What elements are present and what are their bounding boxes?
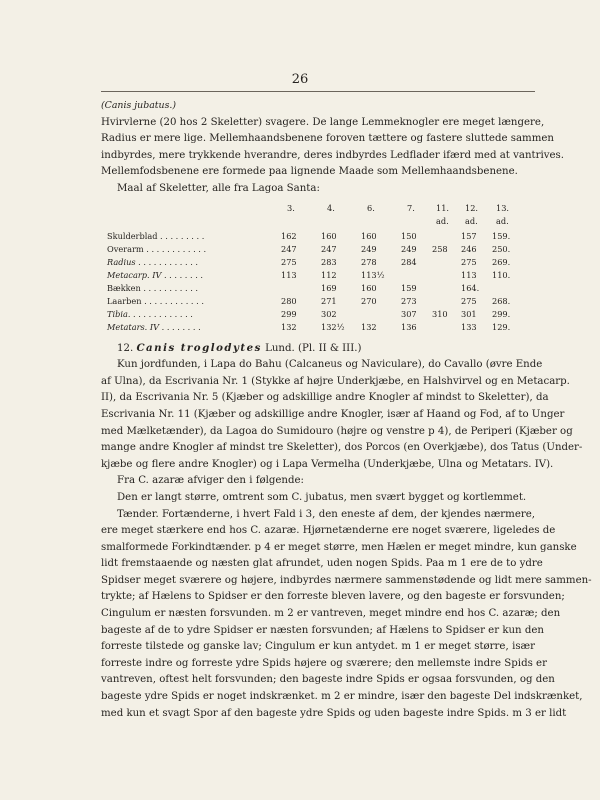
text-line: smalformede Forkindtænder. p 4 er meget større, men Hælen er meget mindre, kun ganske	[101, 541, 577, 553]
cell: 160	[361, 230, 377, 241]
text-line: forreste tilstede og ganske lav; Cingulum er kun antydet. m 1 er meget større, især	[101, 641, 535, 653]
cell: 301	[461, 308, 477, 319]
col-header: 3.	[287, 202, 295, 213]
paragraph-1	[101, 115, 564, 181]
text-line: bageste af de to ydre Spidser er næsten forsvunden; af Hælens to Spidser er kun den	[101, 624, 544, 636]
text-line: Kun jordfunden, i Lapa do Bahu (Calcaneus og Naviculare), do Cavallo (øvre Ende	[117, 359, 543, 371]
col-header: 7.	[407, 202, 415, 213]
cell: 247	[281, 243, 297, 254]
cell: 269.	[492, 256, 511, 267]
cell: 278	[361, 256, 377, 267]
cell: 113	[281, 269, 297, 280]
text-line: Hvirvlerne (20 hos 2 Skeletter) svagere. De lange Lemmeknogler ere meget længere,	[101, 116, 545, 128]
cell: 273	[401, 295, 417, 306]
text-line: Cingulum er næsten forsvunden. m 2 er vantreven, meget mindre end hos C. azaræ; den	[101, 608, 561, 620]
cell: 246	[461, 243, 477, 254]
body-text	[101, 98, 592, 722]
text-line: Escrivania Nr. 11 (Kjæber og adskillige andre Knogler, især af Haand og Fod, af to Unger	[101, 408, 565, 420]
row-label: Bækken . . . . . . . . . . .	[107, 282, 199, 293]
measurement-table	[101, 198, 535, 340]
cell: 249	[401, 243, 417, 254]
cell: 150	[401, 230, 417, 241]
text-line: ere meget stærkere end hos C. azaræ. Hjørnetænderne ere noget sværere, ligeledes de	[101, 525, 556, 537]
cell: 299.	[492, 308, 511, 319]
cell: 112	[321, 269, 337, 280]
text-line: Fra C. azaræ afviger den i følgende:	[117, 475, 304, 487]
table-row	[101, 269, 535, 281]
cell: 275	[461, 256, 477, 267]
table-row	[101, 282, 535, 294]
cell: 110.	[492, 269, 511, 280]
cell: 159.	[492, 230, 511, 241]
row-label: Laarben . . . . . . . . . . . .	[107, 295, 204, 306]
cell: 275	[281, 256, 297, 267]
cell: 249	[361, 243, 377, 254]
table-row	[101, 230, 535, 242]
page-number: 26	[291, 72, 309, 87]
cell: 132	[281, 321, 297, 332]
col-header: 4.	[327, 202, 335, 213]
header-rule	[101, 91, 535, 92]
text-line: II), da Escrivania Nr. 5 (Kjæber og adskillige andre Knogler af mindst to Skeletter), da	[101, 392, 549, 404]
plate-reference: (Pl. II & III.)	[298, 342, 362, 354]
col-header: 13.	[496, 202, 510, 213]
cell: 283	[321, 256, 337, 267]
section-number: 12.	[117, 342, 134, 354]
cell: 132	[361, 321, 377, 332]
cell: 299	[281, 308, 297, 319]
cell: 275	[461, 295, 477, 306]
text-line: indbyrdes, mere trykkende hverandre, deres indbyrdes Ledflader ifærd med at vantrives.	[101, 149, 564, 161]
table-intro: Maal af Skeletter, alle fra Lagoa Santa:	[117, 182, 320, 194]
species-authority: Lund.	[265, 342, 295, 354]
cell: 268.	[492, 295, 511, 306]
text-line: Tænder. Fortænderne, i hvert Fald i 3, den eneste af dem, der kjendes nærmere,	[117, 508, 535, 520]
row-label: Tibia. . . . . . . . . . . . .	[107, 308, 193, 319]
cell: 307	[401, 308, 417, 319]
text-line: vantreven, oftest helt forsvunden; den bageste indre Spids er ogsaa forsvunden, og den	[101, 674, 555, 686]
cell: 280	[281, 295, 297, 306]
cell: 129.	[492, 321, 511, 332]
text-line: Den er langt større, omtrent som C. jubatus, men svært bygget og kortlemmet.	[117, 491, 527, 503]
running-head: (Canis jubatus.)	[101, 100, 177, 111]
text-line: lidt fremstaaende og næsten glat afrundet, uden nogen Spids. Paa m 1 ere de to ydre	[101, 558, 543, 570]
cell: 250.	[492, 243, 511, 254]
cell: 132½	[321, 321, 345, 332]
text-line: mange andre Knogler af mindst tre Skeletter), dos Porcos (en Overkjæbe), dos Tatus (Under-	[101, 442, 583, 454]
cell: 284	[401, 256, 417, 267]
cell: 169	[321, 282, 337, 293]
cell: 302	[321, 308, 337, 319]
cell: 136	[401, 321, 417, 332]
text-line: kjæbe og flere andre Knogler) og i Lapa Vermelha (Underkjæbe, Ulna og Metatars. IV).	[101, 458, 554, 470]
col-sub: ad.	[496, 215, 509, 226]
table-row	[101, 321, 535, 333]
text-line: bageste ydre Spids er noget indskrænket. m 2 er mindre, især den bageste Del indskrænket,	[101, 691, 583, 703]
cell: 271	[321, 295, 337, 306]
paragraph-teeth	[101, 507, 592, 723]
cell: 164.	[461, 282, 480, 293]
row-label: Overarm . . . . . . . . . . . .	[107, 243, 207, 254]
paragraph-2	[101, 357, 583, 473]
col-header: 11.	[436, 202, 450, 213]
table-row	[101, 243, 535, 255]
cell: 157	[461, 230, 477, 241]
cell: 133	[461, 321, 477, 332]
cell: 113½	[361, 269, 385, 280]
cell: 270	[361, 295, 377, 306]
table-row	[101, 295, 535, 307]
row-label: Radius . . . . . . . . . . . .	[107, 256, 199, 267]
text-line: Mellemfodsbenene ere formede paa lignende Maade som Mellemhaandsbenene.	[101, 166, 518, 178]
cell: 310	[432, 308, 448, 319]
col-sub: ad.	[465, 215, 478, 226]
cell: 162	[281, 230, 297, 241]
cell: 160	[321, 230, 337, 241]
text-line: med Mælketænder), da Lagoa do Sumidouro (højre og venstre p 4), de Periperi (Kjæber og	[101, 425, 573, 437]
col-header: 6.	[367, 202, 375, 213]
text-line: med kun et svagt Spor af den bageste ydre Spids og uden bageste indre Spids. m 3 er lidt	[101, 707, 567, 719]
cell: 247	[321, 243, 337, 254]
section-heading	[101, 340, 535, 358]
cell: 160	[361, 282, 377, 293]
table-row	[101, 256, 535, 268]
text-line: af Ulna), da Escrivania Nr. 1 (Stykke af højre Underkjæbe, en Halshvirvel og en Metacarp.	[101, 375, 570, 387]
text-line: Radius er mere lige. Mellemhaandsbenene foroven tættere og fastere sluttede sammen	[101, 133, 554, 145]
row-label: Metatars. IV . . . . . . . .	[107, 321, 201, 332]
table-header	[101, 198, 535, 228]
col-sub: ad.	[436, 215, 449, 226]
text-line: forreste indre og forreste ydre Spids højere og sværere; den mellemste indre Spids er	[101, 657, 547, 669]
cell: 159	[401, 282, 417, 293]
col-header: 12.	[465, 202, 479, 213]
species-name: Canis troglodytes	[136, 341, 262, 354]
row-label: Skulderblad . . . . . . . . .	[107, 230, 205, 241]
cell: 258	[432, 243, 448, 254]
text-line: Spidser meget sværere og højere, indbyrdes nærmere sammenstødende og lidt mere sammen-	[101, 574, 592, 586]
cell: 113	[461, 269, 477, 280]
table-row	[101, 308, 535, 320]
row-label: Metacarp. IV . . . . . . . .	[107, 269, 204, 280]
text-line: trykte; af Hælens to Spidser er den forreste bleven lavere, og den bageste er forsvunden;	[101, 591, 565, 603]
